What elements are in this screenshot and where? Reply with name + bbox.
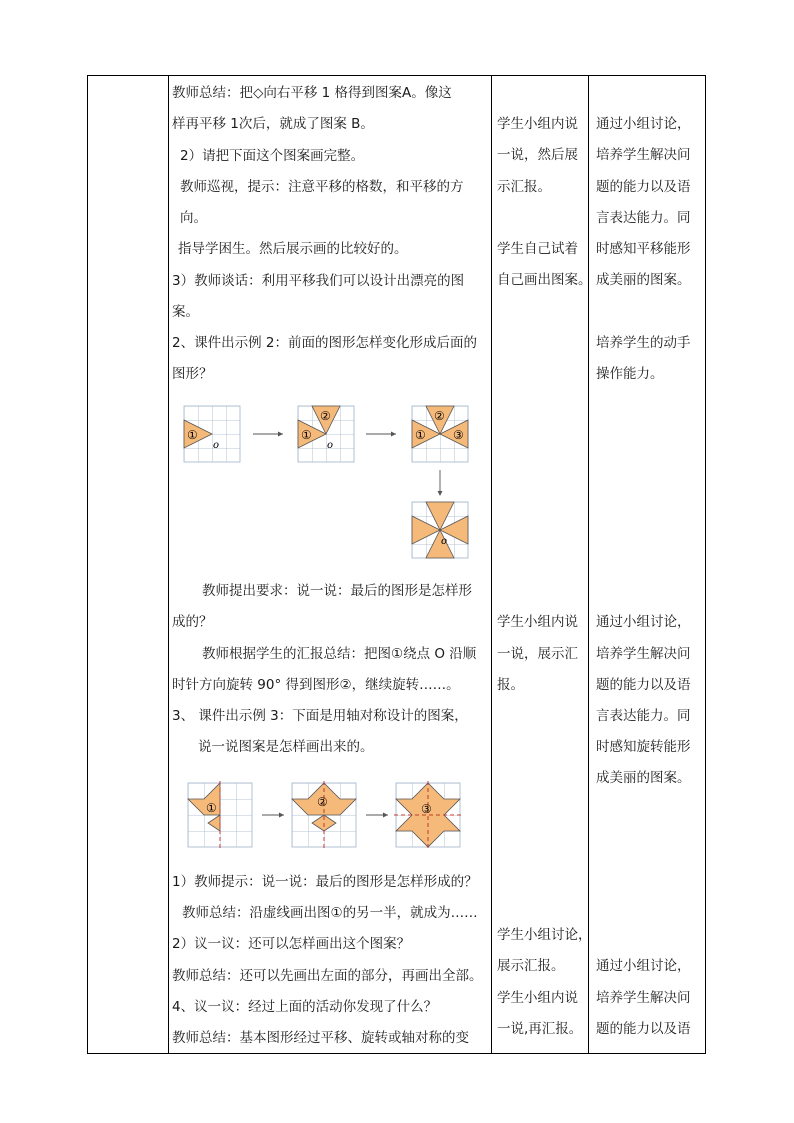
teacher-line: 指导学困生。然后展示画的比较好的。 [178, 241, 408, 257]
student-line: 一说，展示汇 [497, 646, 578, 662]
shape-label: ② [317, 795, 328, 809]
teacher-line: 教师根据学生的汇报总结：把图①绕点 O 沿顺 [202, 646, 477, 662]
intent-line: 通过小组讨论， [596, 614, 691, 630]
intent-line: 言表达能力。同 [596, 210, 691, 226]
teacher-line: 时针方向旋转 90° 得到图形②，继续旋转……。 [172, 677, 460, 693]
center-point-label: o [327, 440, 334, 451]
teacher-line: 教师总结：把◇向右平移 1 格得到图案A。像这 [172, 85, 452, 101]
student-line: 展示汇报。 [497, 958, 565, 974]
student-line: 示汇报。 [497, 179, 551, 195]
intent-line: 题的能力以及语 [596, 179, 691, 195]
arrow-icon [438, 491, 443, 496]
teacher-line: 1）教师提示：说一说：最后的图形是怎样形成的？ [172, 874, 478, 890]
teacher-line: 2）请把下面这个图案画完整。 [180, 148, 365, 164]
center-point-label: o [213, 440, 220, 451]
teacher-line: 3）教师谈话：利用平移我们可以设计出漂亮的图 [172, 273, 465, 289]
student-line: 学生小组内说 [497, 116, 578, 132]
intent-line: 成美丽的图案。 [596, 272, 691, 288]
rotation-panel-1 [184, 406, 240, 462]
teacher-line: 案。 [172, 304, 199, 320]
teacher-line: 教师巡视，提示：注意平移的格数，和平移的方 [180, 179, 464, 195]
shape-label: ① [206, 801, 217, 815]
intent-line: 题的能力以及语 [596, 677, 691, 693]
student-line: 自己画出图案。 [497, 272, 592, 288]
column-divider [588, 76, 589, 1053]
lesson-table [87, 75, 706, 1054]
student-line: 一说，然后展 [497, 147, 578, 163]
symmetry-panel-1 [188, 781, 252, 849]
rotation-panel-2 [298, 406, 354, 462]
arrow-icon [383, 813, 388, 818]
shape-label: ③ [453, 428, 464, 442]
teacher-line: 2）议一议：还可以怎样画出这个图案？ [172, 936, 411, 952]
rotation-panel-3 [412, 406, 468, 462]
intent-line: 通过小组讨论， [596, 958, 691, 974]
intent-line: 时感知旋转能形 [596, 739, 691, 755]
center-point-label: o [441, 536, 448, 547]
shape-label: ② [320, 409, 331, 423]
student-line: 学生小组内说 [497, 614, 578, 630]
shape-label: ① [187, 428, 198, 442]
shape-label: ② [434, 409, 445, 423]
rotation-panel-4 [412, 502, 468, 558]
intent-line: 培养学生解决问 [596, 990, 691, 1006]
teacher-line: 图形？ [172, 366, 213, 382]
teacher-line: 说一说图案是怎样画出来的。 [198, 739, 374, 755]
student-line: 学生自己试着 [497, 241, 578, 257]
symmetry-panel-2 [292, 781, 356, 849]
teacher-line: 3、 课件出示例 3：下面是用轴对称设计的图案， [172, 708, 468, 724]
student-line: 报。 [497, 677, 524, 693]
symmetry-panel-3 [394, 781, 462, 849]
teacher-line: 教师总结：基本图形经过平移、旋转或轴对称的变 [172, 1030, 469, 1046]
intent-line: 言表达能力。同 [596, 708, 691, 724]
column-divider [168, 76, 169, 1053]
teacher-line: 2、课件出示例 2：前面的图形怎样变化形成后面的 [172, 335, 477, 351]
shape-label: ① [301, 428, 312, 442]
teacher-line: 4、议一议：经过上面的活动你发现了什么？ [172, 999, 438, 1015]
teacher-line: 成的？ [172, 614, 213, 630]
arrow-icon [278, 432, 283, 437]
shape-label: ① [415, 428, 426, 442]
intent-line: 通过小组讨论， [596, 116, 691, 132]
student-line: 学生小组内说 [497, 990, 578, 1006]
symmetry-example-figure [184, 779, 484, 851]
student-line: 学生小组讨论， [497, 927, 592, 943]
intent-line: 操作能力。 [596, 366, 664, 382]
intent-line: 题的能力以及语 [596, 1021, 691, 1037]
student-line: 一说,再汇报。 [497, 1021, 583, 1037]
intent-line: 培养学生解决问 [596, 646, 691, 662]
teacher-line: 教师总结：沿虚线画出图①的另一半，就成为…… [182, 905, 478, 921]
arrow-icon [279, 813, 284, 818]
arrow-icon [391, 432, 396, 437]
intent-line: 时感知平移能形 [596, 241, 691, 257]
rotation-example-figure [178, 398, 478, 563]
teacher-line: 教师总结：还可以先画出左面的部分，再画出全部。 [172, 968, 483, 984]
shape-label: ③ [421, 802, 432, 816]
teacher-line: 样再平移 1次后，就成了图案 B。 [172, 116, 374, 132]
teacher-line: 向。 [180, 210, 207, 226]
intent-line: 培养学生的动手 [596, 335, 691, 351]
intent-line: 培养学生解决问 [596, 147, 691, 163]
column-divider [491, 76, 492, 1053]
intent-line: 成美丽的图案。 [596, 770, 691, 786]
teacher-line: 教师提出要求：说一说：最后的图形是怎样形 [202, 583, 472, 599]
